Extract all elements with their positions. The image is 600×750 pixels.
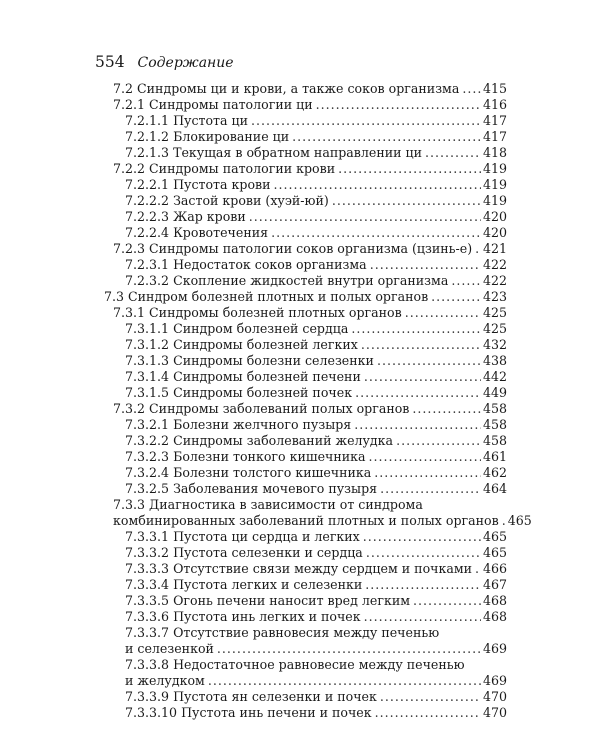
toc-entry-page: 423 <box>482 289 507 304</box>
dot-leader <box>271 225 481 240</box>
dot-leader <box>377 353 481 368</box>
dot-leader <box>274 177 481 192</box>
dot-leader <box>217 641 481 656</box>
toc-entry-7-2-1-1[interactable] <box>125 113 507 128</box>
toc-entry-title: 7.3.2.3 Болезни тонкого кишечника <box>125 449 366 464</box>
toc-entry-7-3-2-2[interactable] <box>125 433 507 448</box>
toc-entry-title: 7.3.1.5 Синдромы болезней почек <box>125 385 353 400</box>
toc-entry-7-3[interactable] <box>104 289 507 304</box>
toc-entry-title: 7.3.3.5 Огонь печени наносит вред легким <box>125 593 411 608</box>
dot-leader <box>475 561 481 576</box>
dot-leader <box>451 273 481 288</box>
dot-leader <box>251 113 481 128</box>
dot-leader <box>462 81 481 96</box>
toc-entry-title: 7.2.3 Синдромы патологии соков организма (цзинь-е) <box>113 241 473 256</box>
toc-entry-page: 469 <box>482 641 507 656</box>
toc-entry-7-2-2-1[interactable] <box>125 177 507 192</box>
toc-entry-7-3-3-6[interactable] <box>125 609 507 624</box>
toc-entry-7-2-2[interactable] <box>113 161 507 176</box>
toc-entry-page: 419 <box>482 193 507 208</box>
toc-entry-title: 7.2.3.2 Скопление жидкостей внутри организма <box>125 273 449 288</box>
dot-leader <box>413 593 481 608</box>
toc-entry-7-3-2-4[interactable] <box>125 465 507 480</box>
toc-entry-page: 420 <box>482 225 507 240</box>
toc-entry-page: 470 <box>482 689 507 704</box>
toc-entry-page: 415 <box>482 81 507 96</box>
dot-leader <box>370 257 481 272</box>
toc-entry-title: 7.3.1.2 Синдромы болезней легких <box>125 337 358 352</box>
toc-entry-page: 432 <box>482 337 507 352</box>
dot-leader <box>405 305 481 320</box>
toc-entry-7-3-3-8[interactable] <box>125 657 507 672</box>
dot-leader <box>351 321 481 336</box>
toc-entry-page: 458 <box>482 401 507 416</box>
running-header <box>95 53 234 71</box>
toc-entry-title: 7.3.2 Синдромы заболеваний полых органов <box>113 401 410 416</box>
toc-entry-7-2-3-2[interactable] <box>125 273 507 288</box>
toc-entry-title: и селезенкой <box>125 641 214 656</box>
toc-entry-title: 7.2.2.4 Кровотечения <box>125 225 269 240</box>
toc-entry-title: 7.3.3 Диагностика в зависимости от синдрома <box>113 497 423 512</box>
toc-entry-title: 7.3.2.5 Заболевания мочевого пузыря <box>125 481 378 496</box>
dot-leader <box>475 241 481 256</box>
toc-entry-page: 419 <box>482 177 507 192</box>
toc-entry-page: 469 <box>482 673 507 688</box>
toc-entry-title: 7.3.3.2 Пустота селезенки и сердца <box>125 545 363 560</box>
toc-entry-page: 420 <box>482 209 507 224</box>
toc-entry-title: 7.3.3.4 Пустота легких и селезенки <box>125 577 363 592</box>
dot-leader <box>355 385 481 400</box>
toc-entry-7-3-2-3[interactable] <box>125 449 507 464</box>
dot-leader <box>365 577 481 592</box>
toc-entry-7-3-1-4[interactable] <box>125 369 507 384</box>
toc-entry-title: 7.2.2.2 Застой крови (хуэй-юй) <box>125 193 329 208</box>
toc-entry-7-3-1[interactable] <box>113 305 507 320</box>
toc-entry-page: 442 <box>482 369 507 384</box>
dot-leader <box>354 417 481 432</box>
toc-entry-page: 422 <box>482 257 507 272</box>
toc-entry-7-3-3-9[interactable] <box>125 689 507 704</box>
dot-leader <box>380 689 481 704</box>
toc-entry-title: и желудком <box>125 673 205 688</box>
dot-leader <box>249 209 481 224</box>
toc-entry-title: 7.2.1 Синдромы патологии ци <box>113 97 313 112</box>
dot-leader <box>374 465 481 480</box>
dot-leader <box>396 433 481 448</box>
toc-entry-title: 7.2.3.1 Недостаток соков организма <box>125 257 367 272</box>
toc-entry-title: 7.3.3.7 Отсутствие равновесия между печенью <box>125 625 440 640</box>
toc-entry-page: 464 <box>482 481 507 496</box>
page-number: 554 <box>95 53 125 71</box>
dot-leader <box>292 129 481 144</box>
toc-entry-title: 7.3.2.2 Синдромы заболеваний желудка <box>125 433 394 448</box>
toc-entry-page: 421 <box>482 241 507 256</box>
toc-entry-7-3-2-1[interactable] <box>125 417 507 432</box>
toc-entry-title: 7.3 Синдром болезней плотных и полых органов <box>104 289 429 304</box>
dot-leader <box>332 193 481 208</box>
toc-entry-7-2-3[interactable] <box>113 241 507 256</box>
toc-entry-page: 465 <box>482 529 507 544</box>
toc-entry-page: 425 <box>482 305 507 320</box>
toc-entry-7-3-3-7-continued[interactable] <box>125 641 507 656</box>
dot-leader <box>431 289 481 304</box>
dot-leader <box>316 97 481 112</box>
dot-leader <box>366 545 481 560</box>
toc-entry-7-2-1[interactable] <box>113 97 507 112</box>
toc-entry-title: 7.2.1.1 Пустота ци <box>125 113 249 128</box>
toc-entry-title: 7.2.2.1 Пустота крови <box>125 177 271 192</box>
toc-entry-7-3-3-1[interactable] <box>125 529 507 544</box>
toc-entry-7-3-2-5[interactable] <box>125 481 507 496</box>
toc-entry-page: 458 <box>482 417 507 432</box>
toc-entry-page: 458 <box>482 433 507 448</box>
toc-entry-page: 419 <box>482 161 507 176</box>
toc-entry-title: 7.3.1.4 Синдромы болезней печени <box>125 369 361 384</box>
toc-entry-7-3-3-2[interactable] <box>125 545 507 560</box>
dot-leader <box>502 513 506 528</box>
dot-leader <box>364 369 481 384</box>
dot-leader <box>361 337 481 352</box>
toc-entry-7-3-3[interactable] <box>113 497 507 512</box>
toc-entry-7-2-2-4[interactable] <box>125 225 507 240</box>
toc-entry-title: 7.2 Синдромы ци и крови, а также соков организма <box>113 81 460 96</box>
toc-entry-page: 468 <box>482 593 507 608</box>
toc-entry-title: 7.3.3.8 Недостаточное равновесие между печенью <box>125 657 465 672</box>
toc-entry-page: 461 <box>482 449 507 464</box>
toc-entry-page: 416 <box>482 97 507 112</box>
dot-leader <box>363 529 481 544</box>
dot-leader <box>364 609 481 624</box>
dot-leader <box>208 673 481 688</box>
toc-entry-page: 417 <box>482 129 507 144</box>
page-title: Содержание <box>137 55 234 71</box>
toc-entry-7-2-3-1[interactable] <box>125 257 507 272</box>
toc-entry-7-3-2[interactable] <box>113 401 507 416</box>
toc-entry-title: 7.3.1 Синдромы болезней плотных органов <box>113 305 402 320</box>
dot-leader <box>375 705 481 720</box>
toc-entry-title: комбинированных заболеваний плотных и полых органов <box>113 513 499 528</box>
toc-entry-title: 7.3.3.1 Пустота ци сердца и легких <box>125 529 360 544</box>
toc-entry-7-2[interactable] <box>113 81 507 96</box>
toc-entry-title: 7.3.1.3 Синдромы болезни селезенки <box>125 353 374 368</box>
toc-entry-7-2-2-2[interactable] <box>125 193 507 208</box>
toc-entry-page: 449 <box>482 385 507 400</box>
toc-entry-title: 7.3.3.9 Пустота ян селезенки и почек <box>125 689 377 704</box>
toc-entry-7-3-3-8-continued[interactable] <box>125 673 507 688</box>
toc-entry-7-2-1-3[interactable] <box>125 145 507 160</box>
toc-entry-title: 7.3.1.1 Синдром болезней сердца <box>125 321 349 336</box>
toc-entry-7-2-2-3[interactable] <box>125 209 507 224</box>
toc-entry-7-3-3-continued[interactable] <box>113 513 532 528</box>
toc-entry-title: 7.2.1.3 Текущая в обратном направлении ци <box>125 145 423 160</box>
toc-entry-page: 470 <box>482 705 507 720</box>
toc-entry-title: 7.2.1.2 Блокирование ци <box>125 129 290 144</box>
dot-leader <box>338 161 481 176</box>
toc-entry-page: 467 <box>482 577 507 592</box>
dot-leader <box>380 481 481 496</box>
toc-entry-page: 425 <box>482 321 507 336</box>
toc-entry-page: 438 <box>482 353 507 368</box>
toc-entry-7-3-1-1[interactable] <box>125 321 507 336</box>
toc-entry-page: 465 <box>507 513 532 528</box>
toc-entry-page: 465 <box>482 545 507 560</box>
toc-entry-7-3-1-2[interactable] <box>125 337 507 352</box>
toc-entry-7-3-3-10[interactable] <box>125 705 507 720</box>
toc-entry-page: 462 <box>482 465 507 480</box>
toc-entry-page: 418 <box>482 145 507 160</box>
toc-entry-page: 417 <box>482 113 507 128</box>
toc-entry-title: 7.3.3.6 Пустота инь легких и почек <box>125 609 361 624</box>
toc-entry-title: 7.3.2.1 Болезни желчного пузыря <box>125 417 352 432</box>
toc-entry-title: 7.3.3.10 Пустота инь печени и почек <box>125 705 372 720</box>
toc-entry-7-3-3-3[interactable] <box>125 561 507 576</box>
toc-entry-page: 466 <box>482 561 507 576</box>
toc-entry-title: 7.3.3.3 Отсутствие связи между сердцем и почками <box>125 561 473 576</box>
toc-entry-7-3-3-7[interactable] <box>125 625 507 640</box>
toc-entry-title: 7.2.2.3 Жар крови <box>125 209 246 224</box>
dot-leader <box>369 449 481 464</box>
toc-entry-7-3-1-3[interactable] <box>125 353 507 368</box>
dot-leader <box>412 401 481 416</box>
toc-entry-7-3-3-5[interactable] <box>125 593 507 608</box>
toc-entry-page: 422 <box>482 273 507 288</box>
toc-entry-title: 7.2.2 Синдромы патологии крови <box>113 161 336 176</box>
dot-leader <box>425 145 481 160</box>
toc-entry-7-2-1-2[interactable] <box>125 129 507 144</box>
toc-entry-7-3-1-5[interactable] <box>125 385 507 400</box>
toc-entry-page: 468 <box>482 609 507 624</box>
toc-entry-title: 7.3.2.4 Болезни толстого кишечника <box>125 465 372 480</box>
toc-entry-7-3-3-4[interactable] <box>125 577 507 592</box>
